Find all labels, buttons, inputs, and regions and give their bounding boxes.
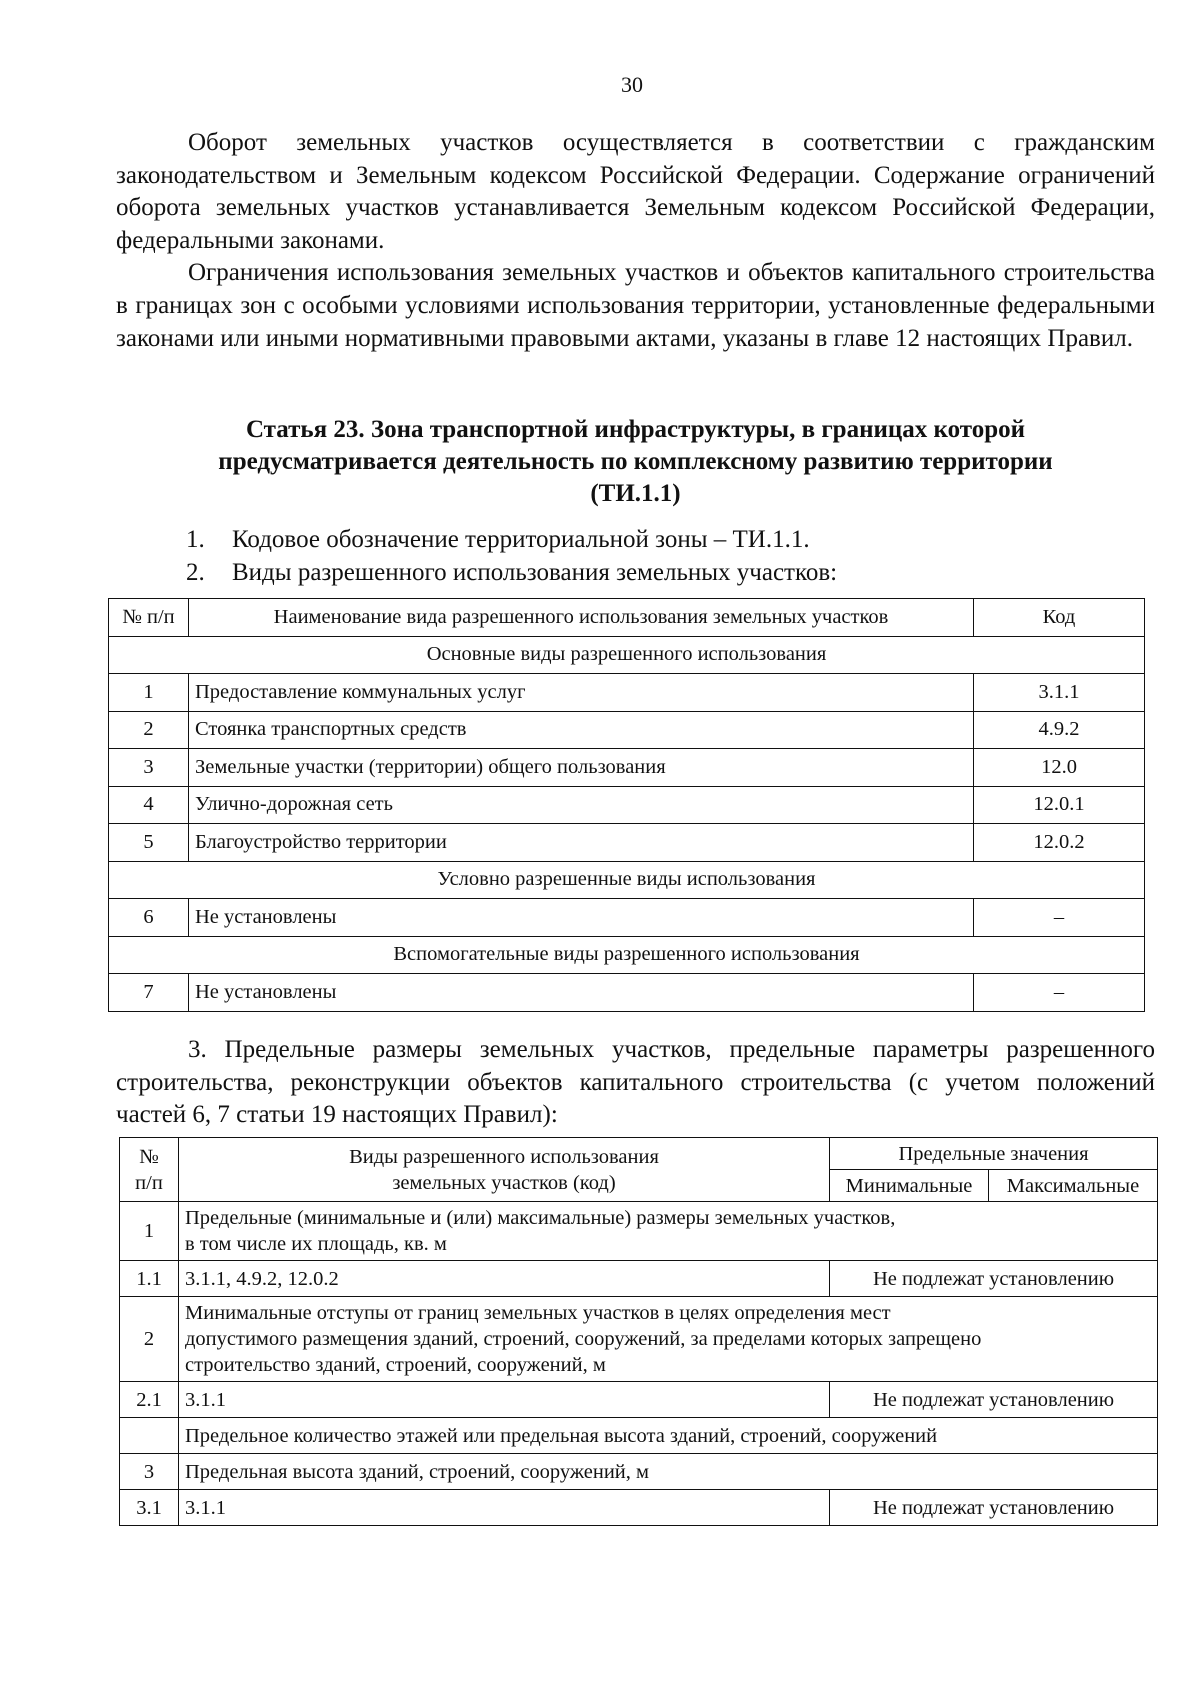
table-row: 1 Предоставление коммунальных услуг 3.1.1: [109, 674, 1145, 712]
intro-paragraphs: [116, 127, 1155, 355]
header-cell: № п/п: [109, 599, 189, 637]
header-cell: Виды разрешенного использования земельных участков (код): [179, 1138, 830, 1202]
permitted-uses-table: [108, 598, 1145, 1012]
header-cell: Код: [974, 599, 1145, 637]
page-number: 30: [621, 72, 643, 97]
table-row: 6 Не установлены –: [109, 899, 1145, 937]
table-header-row: [109, 599, 1145, 637]
table-row: 3 Предельная высота зданий, строений, сооружений, м: [120, 1454, 1158, 1490]
table-row: 7 Не установлены –: [109, 974, 1145, 1012]
article-title: [116, 414, 1155, 510]
list-item: 1. Кодовое обозначение территориальной зоны – ТИ.1.1.: [186, 526, 810, 553]
table-row: 5 Благоустройство территории 12.0.2: [109, 824, 1145, 862]
header-cell: № п/п: [120, 1138, 179, 1202]
table-header-row: [120, 1138, 1158, 1170]
paragraph-limits: 3. Предельные размеры земельных участков, предельные параметры разрешенного строительства, реконструкции объектов капитального строительства (с учетом положений частей 6, 7 статьи 19 настоящих Правил):: [116, 1036, 1155, 1129]
list-item: 2. Виды разрешенного использования земельных участков:: [186, 559, 838, 586]
table-row: 3.1 3.1.1 Не подлежат установлению: [120, 1490, 1158, 1526]
table-row: 1.1 3.1.1, 4.9.2, 12.0.2 Не подлежат установлению: [120, 1261, 1158, 1297]
paragraph-use-restrictions: Ограничения использования земельных участков и объектов капитального строительства в границах зон с особыми условиями использования территории, установленные федеральными законами или иными нормативными правовыми актами, указаны в главе 12 настоящих Правил.: [116, 259, 1155, 352]
table-row: 3 Земельные участки (территории) общего пользования 12.0: [109, 749, 1145, 787]
table-row: 4 Улично-дорожная сеть 12.0.1: [109, 786, 1145, 824]
limits-table: [119, 1137, 1158, 1526]
section-title: Основные виды разрешенного использования: [109, 636, 1145, 674]
table-row: 2.1 3.1.1 Не подлежат установлению: [120, 1382, 1158, 1418]
paragraph-land-turnover: Оборот земельных участков осуществляется в соответствии с гражданским законодательством и Земельным кодексом Российской Федерации. Содержание ограничений оборота земельных участков устанавливается Земельным кодексом Российской Федерации, федеральными законами.: [116, 129, 1155, 254]
article-title-line: Статья 23. Зона транспортной инфраструктуры, в границах которой: [245, 416, 1026, 443]
section-row: [109, 636, 1145, 674]
article-title-line: (ТИ.1.1): [590, 480, 681, 507]
article-title-line: предусматривается деятельность по комплексному развитию территории: [218, 448, 1053, 475]
section-title: Вспомогательные виды разрешенного использования: [109, 936, 1145, 974]
numbered-list: [186, 523, 1146, 589]
table-row: 2 Стоянка транспортных средств 4.9.2: [109, 711, 1145, 749]
header-cell: Наименование вида разрешенного использования земельных участков: [189, 599, 974, 637]
section-title: Условно разрешенные виды использования: [109, 861, 1145, 899]
table-row: Предельное количество этажей или предельная высота зданий, строений, сооружений: [120, 1418, 1158, 1454]
section-row: [109, 936, 1145, 974]
table-row: 1 Предельные (минимальные и (или) максимальные) размеры земельных участков, в том числе их площадь, кв. м: [120, 1202, 1158, 1261]
header-cell: Максимальные: [989, 1170, 1158, 1202]
header-cell: Минимальные: [830, 1170, 989, 1202]
section-row: [109, 861, 1145, 899]
table-row: 2 Минимальные отступы от границ земельных участков в целях определения мест допустимого размещения зданий, строений, сооружений, за пределами которых запрещено строительство зданий, строений, сооружений, м: [120, 1297, 1158, 1382]
header-cell: Предельные значения: [830, 1138, 1158, 1170]
